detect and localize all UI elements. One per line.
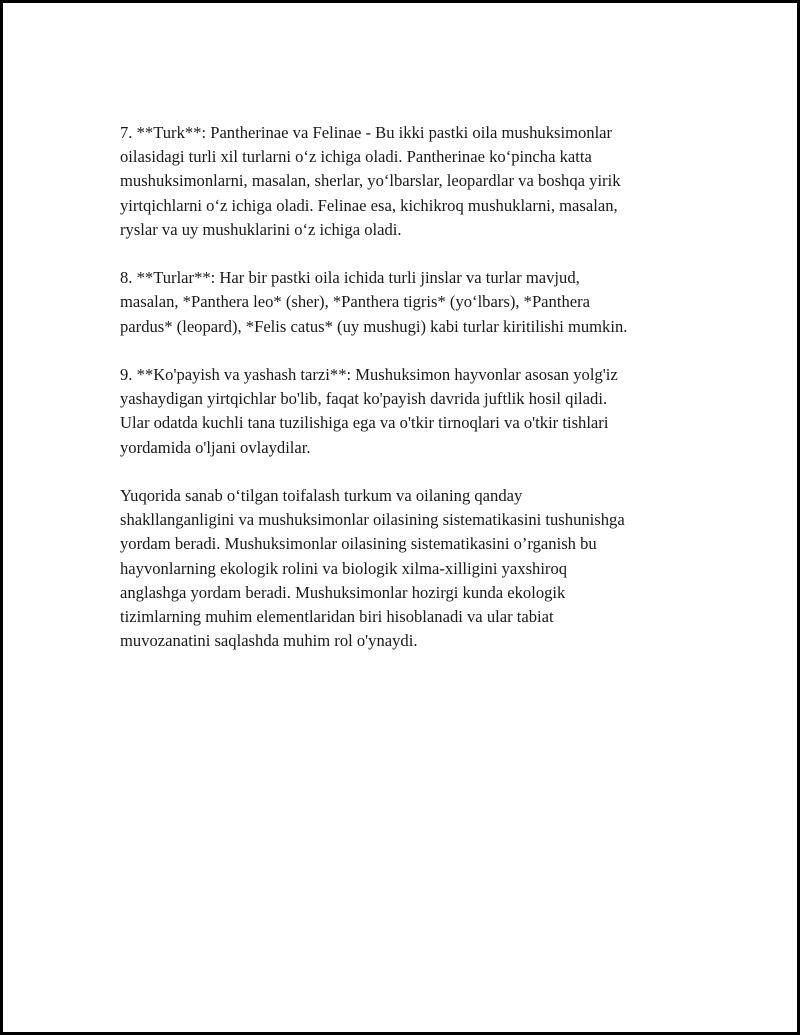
text-line: masalan, *Panthera leo* (sher), *Panthera tigris* (yo‘lbars), *Panthera <box>120 292 591 312</box>
text-line: anglashga yordam beradi. Mushuksimonlar hozirgi kunda ekologik <box>120 582 566 602</box>
paragraph-turlar <box>120 266 695 339</box>
text-line: mushuksimonlarni, masalan, sherlar, yo‘lbarslar, leopardlar va boshqa yirik <box>120 171 621 191</box>
text-line: yirtqichlarni o‘z ichiga oladi. Felinae esa, kichikroq mushuklarni, masalan, <box>120 195 618 215</box>
text-line: ryslar va uy mushuklarini o‘z ichiga oladi. <box>120 219 402 239</box>
text-line: pardus* (leopard), *Felis catus* (uy mushugi) kabi turlar kiritilishi mumkin. <box>120 316 628 336</box>
text-line: 8. **Turlar**: Har bir pastki oila ichida turli jinslar va turlar mavjud, <box>120 268 580 288</box>
text-line: 9. **Ko'payish va yashash tarzi**: Mushuksimon hayvonlar asosan yolg'iz <box>120 365 618 384</box>
text-line: yordam beradi. Mushuksimonlar oilasining sistematikasini o’rganish bu <box>120 534 597 554</box>
text-line: muvozanatini saqlashda muhim rol o'ynaydi. <box>120 631 418 651</box>
text-line: yashaydigan yirtqichlar bo'lib, faqat ko'payish davrida juftlik hosil qiladi. <box>120 389 608 409</box>
text-line: Ular odatda kuchli tana tuzilishiga ega va o'tkir tirnoqlari va o'tkir tishlari <box>120 413 609 433</box>
text-line: yordamida o'ljani ovlaydilar. <box>120 437 311 457</box>
text-line: hayvonlarning ekologik rolini va biologik xilma-xilligini yaxshiroq <box>120 558 568 578</box>
paragraph-turk <box>120 121 695 242</box>
paragraph-kopayish <box>120 363 695 460</box>
text-line: 7. **Turk**: Pantherinae va Felinae - Bu ikki pastki oila mushuksimonlar <box>120 123 613 142</box>
text-line: oilasidagi turli xil turlarni o‘z ichiga oladi. Pantherinae ko‘pincha katta <box>120 147 592 167</box>
paragraph-summary <box>120 484 695 653</box>
text-line: shakllanganligini va mushuksimonlar oilasining sistematikasini tushunishga <box>120 510 625 530</box>
document-body <box>120 121 695 653</box>
text-line: Yuqorida sanab o‘tilgan toifalash turkum va oilaning qanday <box>120 486 523 505</box>
text-line: tizimlarning muhim elementlaridan biri hisoblanadi va ular tabiat <box>120 607 554 627</box>
